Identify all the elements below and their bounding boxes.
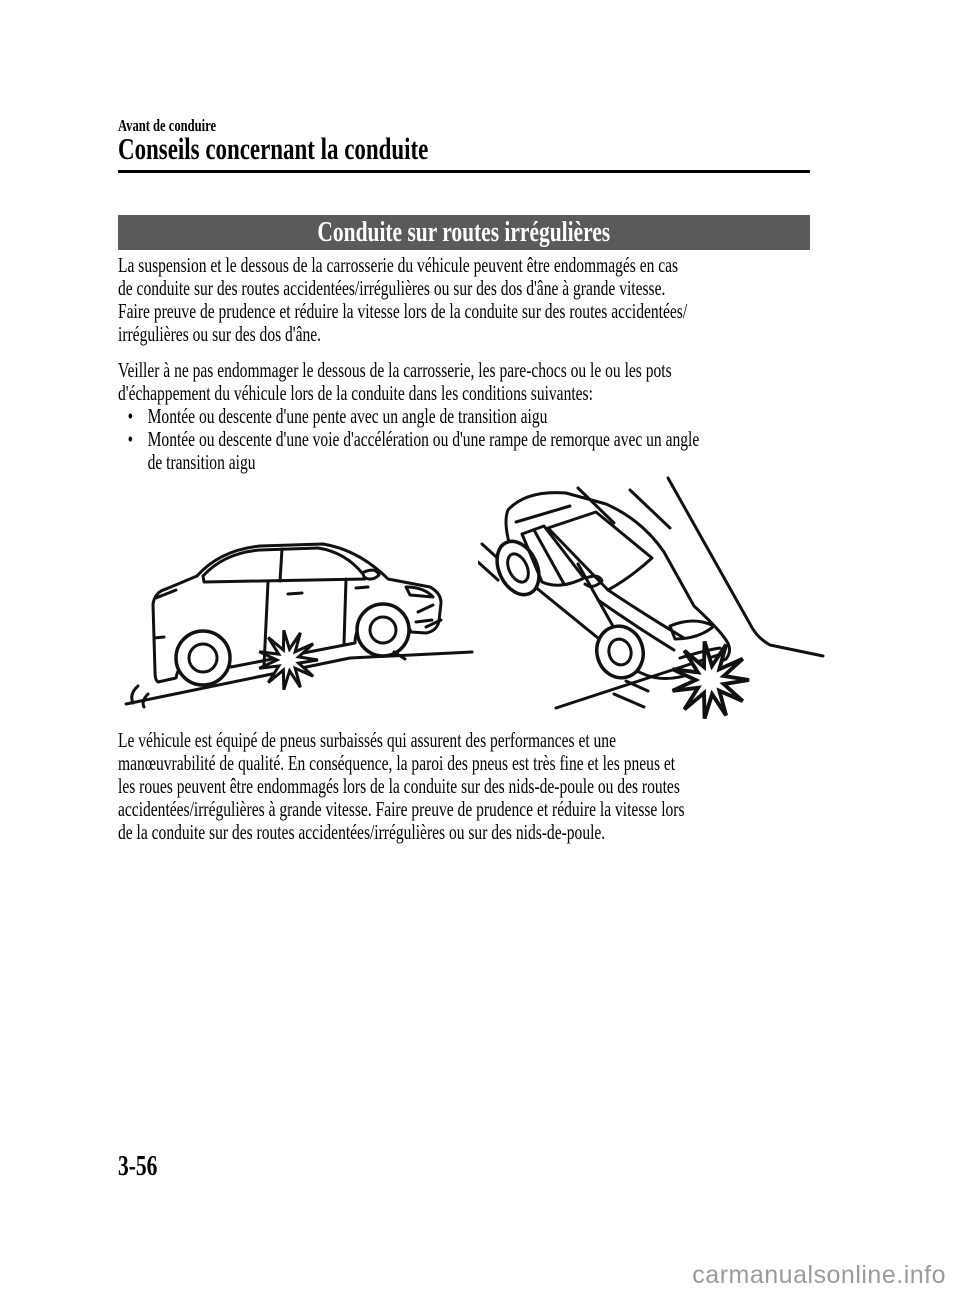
paragraph-line: de conduite sur des routes accidentées/irrégulières ou sur des dos d'âne à grande vitesse. <box>118 276 666 300</box>
breadcrumb-text: Avant de conduire <box>118 116 217 135</box>
headlight <box>670 621 714 639</box>
paragraph-line: accidentées/irrégulières à grande vitesse. Faire preuve de prudence et réduire la vitesse lors <box>118 797 685 821</box>
headlight <box>406 587 433 597</box>
ramp-side-and-ground-line <box>668 478 823 656</box>
paragraph-tires-warning <box>118 729 884 844</box>
bullet-item <box>118 405 699 428</box>
paragraph-underbody-conditions <box>118 359 903 474</box>
paragraph-line: les roues peuvent être endommagés lors de la conduite sur des nids-de-poule ou des routes <box>118 774 680 798</box>
front-grille-line <box>416 620 432 622</box>
motion-marks-front-wheel <box>614 681 648 707</box>
figure-car-ramp-impact <box>478 476 828 734</box>
paragraph-line: Le véhicule est équipé de pneus surbaissés qui assurent des performances et une <box>118 728 616 752</box>
trunk-line <box>516 506 570 522</box>
paragraph-line: La suspension et le dessous de la carrosserie du véhicule peuvent être endommagés en cas <box>118 253 679 277</box>
paragraph-line: de la conduite sur des routes accidentées/irrégulières ou sur des nids-de-poule. <box>118 820 606 844</box>
ramp-edge-lines-top <box>578 488 670 528</box>
paragraph-line: d'échappement du véhicule lors de la conduite dans les conditions suivantes: <box>118 381 593 405</box>
door-line <box>578 564 614 628</box>
rear-wheel <box>176 631 230 685</box>
front-door-line <box>344 579 346 644</box>
bullet-marker: • <box>127 404 134 428</box>
header-rule <box>118 170 810 173</box>
bullet-text: Montée ou descente d'une pente avec un angle de transition aigu <box>147 404 548 428</box>
motion-marks-rear <box>132 686 148 707</box>
watermark: carmanualsonline.info <box>692 1261 946 1289</box>
b-pillar <box>280 549 282 581</box>
bullet-marker: • <box>127 427 134 451</box>
front-wheel <box>357 604 409 656</box>
page-number <box>118 1150 171 1183</box>
page-title-text: Conseils concernant la conduite <box>118 131 429 166</box>
tail-lamp-lines <box>154 590 176 638</box>
paragraph-line: manœuvrabilité de qualité. En conséquence, la paroi des pneus est très fine et les pneus et <box>118 751 676 775</box>
bullet-text-continuation: de transition aigu <box>147 450 256 474</box>
side-mirror <box>364 570 379 579</box>
paragraph-line: Veiller à ne pas endommager le dessous de la carrosserie, les pare-chocs ou le ou les pots <box>118 358 672 382</box>
impact-starburst-icon <box>673 641 749 718</box>
section-heading: Conduite sur routes irrégulières <box>317 216 611 248</box>
section-heading-banner <box>118 215 810 250</box>
paragraph-line: irrégulières ou sur des dos d'âne. <box>118 322 322 346</box>
bullet-text: Montée ou descente d'une voie d'accélération ou d'une rampe de remorque avec un angle <box>147 427 700 451</box>
figure-sedan-underbody-impact <box>118 486 483 728</box>
page-number-text: 3-56 <box>118 1150 158 1182</box>
bullet-item <box>118 428 699 451</box>
page-title <box>118 131 537 167</box>
paragraph-line: Faire preuve de prudence et réduire la vitesse lors de la conduite sur des routes accidentées/ <box>118 299 688 323</box>
paragraph-suspension-warning <box>118 254 887 346</box>
door-handles <box>288 587 368 594</box>
